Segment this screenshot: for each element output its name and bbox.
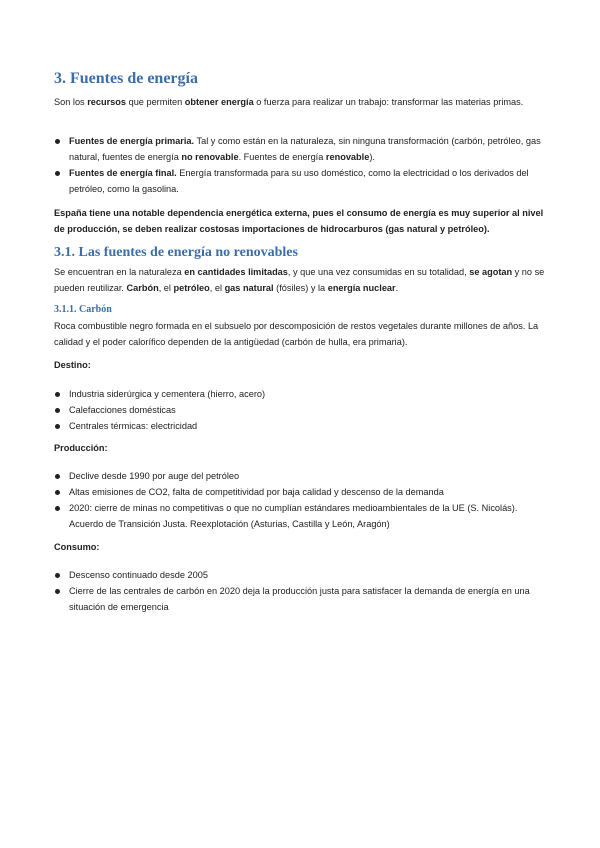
carbon-description: Roca combustible negro formada en el subsuelo por descomposición de restos vegetales durante millones de años. La calidad y el poder calorífico dependen de la antigüedad (carbón de hulla, era primaria). xyxy=(54,321,539,347)
text: Altas emisiones de CO2, falta de competitividad por baja calidad y descenso de la demanda xyxy=(69,487,444,497)
bullet-icon xyxy=(55,474,60,479)
text: que permiten xyxy=(126,97,185,107)
bullet-icon xyxy=(55,171,60,176)
destino-list xyxy=(54,386,546,434)
text: , y que una vez consumidas en su totalidad, xyxy=(287,267,470,277)
text: Declive desde 1990 por auge del petróleo xyxy=(69,471,240,481)
list-item xyxy=(54,583,546,615)
section-3-1-intro xyxy=(54,264,546,296)
text: 2020: cierre de minas no competitivas o que no cumplían estándares medioambientales de la UE (S. Nicolás). Acuerdo de Transición Justa. Reexplotación (Asturias, Castilla y León, Aragón) xyxy=(69,503,518,529)
bold-text: petróleo xyxy=(173,283,210,293)
consumo-list xyxy=(54,567,546,615)
list-item xyxy=(54,500,546,532)
bullet-icon xyxy=(55,408,60,413)
section-3-1-heading: 3.1. Las fuentes de energía no renovables xyxy=(54,245,298,260)
dependency-note: España tiene una notable dependencia energética externa, pues el consumo de energía es muy superior al nivel de producción, se deben realizar costosas importaciones de hidrocarburos (gas natural y petróleo). xyxy=(54,208,544,234)
text: o fuerza para realizar un trabajo: transformar las materias primas. xyxy=(253,97,524,107)
text: , el xyxy=(158,283,174,293)
bold-text: gas natural xyxy=(224,283,274,293)
text: Descenso continuado desde 2005 xyxy=(69,570,208,580)
consumo-label: Consumo: xyxy=(54,542,100,552)
text: (fósiles) y la xyxy=(273,283,328,293)
text: Industria siderúrgica y cementera (hierro, acero) xyxy=(69,389,266,399)
text: y no se pueden reutilizar. xyxy=(54,267,545,293)
bullet-icon xyxy=(55,573,60,578)
bold-text: obtener energía xyxy=(184,97,254,107)
bullet-icon xyxy=(55,490,60,495)
bold-text: recursos xyxy=(87,97,127,107)
list-item xyxy=(54,418,546,434)
produccion-list xyxy=(54,468,546,532)
bold-text: en cantidades limitadas xyxy=(184,267,288,277)
bullet-icon xyxy=(55,392,60,397)
bullet-icon xyxy=(55,506,60,511)
text: Son los xyxy=(54,97,88,107)
list-item xyxy=(54,567,546,583)
text: Energía transformada para su uso doméstico, como la electricidad o los derivados del petróleo, como la gasolina. xyxy=(69,168,529,194)
section-3-heading: 3. Fuentes de energía xyxy=(54,70,198,87)
bullet-icon xyxy=(55,139,60,144)
text: Tal y como están en la naturaleza, sin ninguna transformación (carbón, petróleo, gas natural, fuentes de energía xyxy=(69,136,541,162)
energy-types-list xyxy=(54,133,546,197)
bullet-icon xyxy=(55,424,60,429)
section-3-1-1-heading: 3.1.1. Carbón xyxy=(54,304,112,315)
bold-text: Carbón xyxy=(126,283,159,293)
list-item xyxy=(54,484,546,500)
destino-label: Destino: xyxy=(54,360,91,370)
bold-text: se agotan xyxy=(469,267,513,277)
text: Centrales térmicas: electricidad xyxy=(69,421,198,431)
text: Calefacciones domésticas xyxy=(69,405,176,415)
text: ). xyxy=(369,152,375,162)
bold-text: no renovable xyxy=(181,152,239,162)
list-item xyxy=(54,402,546,418)
list-item xyxy=(54,133,546,165)
bold-text: energía nuclear xyxy=(327,283,396,293)
bullet-icon xyxy=(55,589,60,594)
text: Cierre de las centrales de carbón en 2020 deja la producción justa para satisfacer la demanda de energía en una situación de emergencia xyxy=(69,586,530,612)
text: . xyxy=(395,283,399,293)
produccion-label: Producción: xyxy=(54,443,108,453)
list-item xyxy=(54,165,546,197)
bold-text: renovable xyxy=(325,152,370,162)
bold-text: Fuentes de energía primaria. xyxy=(69,136,195,146)
bold-text: Fuentes de energía final. xyxy=(69,168,177,178)
text: , el xyxy=(209,283,225,293)
list-item xyxy=(54,386,546,402)
list-item xyxy=(54,468,546,484)
text: Se encuentran en la naturaleza xyxy=(54,267,185,277)
text: . Fuentes de energía xyxy=(238,152,326,162)
section-3-intro xyxy=(54,94,546,110)
